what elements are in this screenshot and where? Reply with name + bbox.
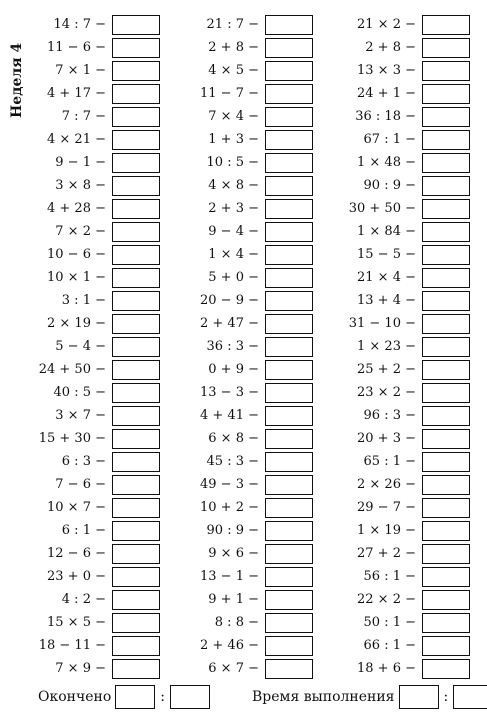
problem-row	[310, 612, 470, 635]
answer-box[interactable]	[265, 314, 313, 334]
answer-box[interactable]	[422, 475, 470, 495]
answer-box[interactable]	[422, 107, 470, 127]
problem-expression: 4 × 5 −	[208, 63, 259, 78]
problem-row	[310, 198, 470, 221]
time-colon: :	[443, 689, 449, 705]
problem-row	[153, 635, 313, 658]
problem-row	[153, 612, 313, 635]
problem-expression: 4 : 2 −	[61, 592, 106, 607]
problem-expression: 2 × 19 −	[47, 316, 106, 331]
problem-row	[310, 129, 470, 152]
problem-expression: 8 : 8 −	[214, 615, 259, 630]
answer-box[interactable]	[422, 429, 470, 449]
problem-row	[153, 267, 313, 290]
problem-expression: 49 − 3 −	[200, 477, 259, 492]
answer-box[interactable]	[265, 498, 313, 518]
answer-box[interactable]	[265, 61, 313, 81]
problem-row	[153, 244, 313, 267]
problem-row	[153, 83, 313, 106]
problem-expression: 7 × 9 −	[55, 661, 106, 676]
answer-box[interactable]	[422, 314, 470, 334]
problem-expression: 10 − 6 −	[47, 247, 106, 262]
time-minutes-box[interactable]	[399, 685, 439, 709]
problem-row	[0, 612, 160, 635]
problem-expression: 4 × 21 −	[47, 132, 106, 147]
problem-expression: 2 + 3 −	[208, 201, 259, 216]
problem-row	[0, 198, 160, 221]
problem-expression: 5 + 0 −	[208, 270, 259, 285]
problem-row	[310, 175, 470, 198]
answer-box[interactable]	[422, 636, 470, 656]
problem-row	[0, 37, 160, 60]
problem-expression: 7 : 7 −	[61, 109, 106, 124]
answer-box[interactable]	[422, 199, 470, 219]
problem-expression: 7 − 6 −	[55, 477, 106, 492]
problem-expression: 65 : 1 −	[363, 454, 416, 469]
problem-expression: 96 : 3 −	[363, 408, 416, 423]
problem-row	[310, 405, 470, 428]
problem-expression: 9 − 4 −	[208, 224, 259, 239]
problem-row	[0, 589, 160, 612]
answer-box[interactable]	[422, 544, 470, 564]
problem-row	[310, 60, 470, 83]
problem-column-2	[153, 14, 313, 681]
problem-row	[0, 175, 160, 198]
problem-row	[0, 566, 160, 589]
problem-expression: 4 + 17 −	[47, 86, 106, 101]
problem-row	[310, 635, 470, 658]
problem-expression: 5 − 4 −	[55, 339, 106, 354]
problem-row	[153, 658, 313, 681]
problem-row	[153, 221, 313, 244]
problem-row	[310, 451, 470, 474]
problem-expression: 1 × 48 −	[357, 155, 416, 170]
problem-column-1	[0, 14, 160, 681]
problem-row	[153, 198, 313, 221]
answer-box[interactable]	[265, 567, 313, 587]
problem-row	[0, 405, 160, 428]
problem-expression: 11 − 6 −	[47, 40, 106, 55]
week-label: Неделя 4	[9, 42, 25, 118]
problem-row	[310, 336, 470, 359]
problem-column-3	[310, 14, 470, 681]
answer-box[interactable]	[265, 383, 313, 403]
problem-expression: 6 : 3 −	[61, 454, 106, 469]
problem-row	[310, 290, 470, 313]
problem-row	[310, 37, 470, 60]
problem-expression: 50 : 1 −	[363, 615, 416, 630]
problem-expression: 25 + 2 −	[357, 362, 416, 377]
problem-row	[153, 359, 313, 382]
problem-expression: 31 − 10 −	[348, 316, 416, 331]
answer-box[interactable]	[265, 475, 313, 495]
problem-expression: 10 × 7 −	[47, 500, 106, 515]
problem-expression: 11 − 7 −	[200, 86, 259, 101]
problem-row	[0, 635, 160, 658]
problem-expression: 27 + 2 −	[357, 546, 416, 561]
answer-box[interactable]	[422, 360, 470, 380]
problem-expression: 6 × 7 −	[208, 661, 259, 676]
problem-row	[0, 60, 160, 83]
answer-box[interactable]	[265, 84, 313, 104]
problem-expression: 13 × 3 −	[357, 63, 416, 78]
problem-expression: 24 + 50 −	[38, 362, 106, 377]
problem-row	[310, 152, 470, 175]
problem-expression: 3 × 7 −	[55, 408, 106, 423]
answer-box[interactable]	[422, 337, 470, 357]
answer-box[interactable]	[265, 659, 313, 679]
problem-row	[0, 543, 160, 566]
finished-hours-box[interactable]	[115, 685, 155, 709]
problem-row	[0, 359, 160, 382]
problem-row	[310, 382, 470, 405]
answer-box[interactable]	[422, 291, 470, 311]
problem-expression: 18 − 11 −	[38, 638, 106, 653]
problem-row	[0, 83, 160, 106]
answer-box[interactable]	[265, 291, 313, 311]
problem-expression: 3 × 8 −	[55, 178, 106, 193]
problem-expression: 36 : 3 −	[206, 339, 259, 354]
time-label: Время выполнения	[252, 689, 395, 705]
problem-row	[153, 37, 313, 60]
problem-row	[310, 474, 470, 497]
problem-row	[310, 106, 470, 129]
problem-row	[310, 244, 470, 267]
answer-box[interactable]	[422, 176, 470, 196]
answer-box[interactable]	[422, 153, 470, 173]
problem-expression: 1 × 23 −	[357, 339, 416, 354]
answer-box[interactable]	[422, 383, 470, 403]
problem-expression: 2 + 47 −	[200, 316, 259, 331]
problem-expression: 90 : 9 −	[363, 178, 416, 193]
problem-expression: 21 × 4 −	[357, 270, 416, 285]
problem-expression: 10 + 2 −	[200, 500, 259, 515]
problem-expression: 7 × 4 −	[208, 109, 259, 124]
problem-expression: 15 − 5 −	[357, 247, 416, 262]
problem-row	[153, 474, 313, 497]
answer-box[interactable]	[265, 199, 313, 219]
footer	[38, 684, 487, 710]
problem-row	[153, 175, 313, 198]
problem-expression: 67 : 1 −	[363, 132, 416, 147]
problem-expression: 23 + 0 −	[47, 569, 106, 584]
problem-row	[0, 658, 160, 681]
problem-row	[0, 14, 160, 37]
answer-box[interactable]	[422, 245, 470, 265]
problem-expression: 36 : 18 −	[355, 109, 416, 124]
problem-row	[310, 428, 470, 451]
answer-box[interactable]	[265, 107, 313, 127]
problem-expression: 56 : 1 −	[363, 569, 416, 584]
problem-row	[0, 313, 160, 336]
problem-expression: 3 : 1 −	[61, 293, 106, 308]
problem-row	[153, 405, 313, 428]
problem-expression: 0 + 9 −	[208, 362, 259, 377]
problem-row	[153, 336, 313, 359]
answer-box[interactable]	[265, 337, 313, 357]
answer-box[interactable]	[265, 590, 313, 610]
problem-expression: 24 + 1 −	[357, 86, 416, 101]
problem-row	[0, 106, 160, 129]
finished-colon: :	[160, 689, 166, 705]
problem-expression: 2 + 8 −	[365, 40, 416, 55]
problem-expression: 40 : 5 −	[53, 385, 106, 400]
problem-row	[310, 566, 470, 589]
problem-expression: 15 + 30 −	[38, 431, 106, 446]
answer-box[interactable]	[422, 406, 470, 426]
problem-expression: 4 + 41 −	[200, 408, 259, 423]
problem-row	[0, 267, 160, 290]
problem-expression: 90 : 9 −	[206, 523, 259, 538]
answer-box[interactable]	[265, 452, 313, 472]
problem-row	[153, 543, 313, 566]
answer-box[interactable]	[265, 176, 313, 196]
problem-row	[0, 497, 160, 520]
problem-row	[153, 129, 313, 152]
answer-box[interactable]	[422, 15, 470, 35]
answer-box[interactable]	[265, 245, 313, 265]
problem-expression: 6 × 8 −	[208, 431, 259, 446]
problem-row	[153, 589, 313, 612]
problem-row	[310, 520, 470, 543]
answer-box[interactable]	[422, 222, 470, 242]
problem-row	[153, 313, 313, 336]
answer-box[interactable]	[422, 452, 470, 472]
problem-row	[0, 152, 160, 175]
problem-expression: 2 + 8 −	[208, 40, 259, 55]
problem-expression: 20 + 3 −	[357, 431, 416, 446]
problem-row	[153, 428, 313, 451]
problem-row	[0, 428, 160, 451]
answer-box[interactable]	[265, 360, 313, 380]
problem-row	[0, 520, 160, 543]
problem-expression: 66 : 1 −	[363, 638, 416, 653]
problem-expression: 10 : 5 −	[206, 155, 259, 170]
problem-expression: 9 + 1 −	[208, 592, 259, 607]
problem-row	[153, 14, 313, 37]
answer-box[interactable]	[422, 613, 470, 633]
answer-box[interactable]	[265, 406, 313, 426]
problem-row	[153, 106, 313, 129]
problem-row	[310, 221, 470, 244]
answer-box[interactable]	[265, 222, 313, 242]
problem-row	[153, 152, 313, 175]
problem-row	[310, 543, 470, 566]
problem-expression: 4 + 28 −	[47, 201, 106, 216]
problem-row	[310, 658, 470, 681]
finished-minutes-box[interactable]	[170, 685, 210, 709]
problem-expression: 15 × 5 −	[47, 615, 106, 630]
problem-expression: 2 + 46 −	[200, 638, 259, 653]
problem-expression: 23 × 2 −	[357, 385, 416, 400]
answer-box[interactable]	[422, 521, 470, 541]
problem-row	[0, 290, 160, 313]
problem-row	[153, 451, 313, 474]
problem-expression: 20 − 9 −	[200, 293, 259, 308]
answer-box[interactable]	[265, 130, 313, 150]
answer-box[interactable]	[422, 61, 470, 81]
problem-row	[153, 290, 313, 313]
problem-expression: 6 : 1 −	[61, 523, 106, 538]
time-seconds-box[interactable]	[453, 685, 487, 709]
answer-box[interactable]	[265, 268, 313, 288]
problem-row	[310, 497, 470, 520]
problem-expression: 7 × 2 −	[55, 224, 106, 239]
problem-expression: 14 : 7 −	[53, 17, 106, 32]
problem-expression: 1 × 84 −	[357, 224, 416, 239]
problem-expression: 45 : 3 −	[206, 454, 259, 469]
problem-expression: 9 − 1 −	[55, 155, 106, 170]
problem-row	[153, 566, 313, 589]
answer-box[interactable]	[265, 15, 313, 35]
answer-box[interactable]	[422, 659, 470, 679]
problem-expression: 22 × 2 −	[357, 592, 416, 607]
answer-box[interactable]	[265, 153, 313, 173]
problem-expression: 29 − 7 −	[357, 500, 416, 515]
problem-row	[310, 267, 470, 290]
problem-expression: 1 × 4 −	[208, 247, 259, 262]
problem-row	[310, 589, 470, 612]
problem-expression: 30 + 50 −	[348, 201, 416, 216]
problem-expression: 4 × 8 −	[208, 178, 259, 193]
problem-expression: 7 × 1 −	[55, 63, 106, 78]
problem-expression: 13 − 3 −	[200, 385, 259, 400]
problem-row	[0, 451, 160, 474]
problem-row	[0, 221, 160, 244]
problem-expression: 2 × 26 −	[357, 477, 416, 492]
problem-row	[153, 382, 313, 405]
answer-box[interactable]	[265, 544, 313, 564]
answer-box[interactable]	[422, 38, 470, 58]
problem-row	[310, 83, 470, 106]
problem-row	[153, 497, 313, 520]
problem-expression: 13 + 4 −	[357, 293, 416, 308]
problem-row	[0, 474, 160, 497]
problem-expression: 1 × 19 −	[357, 523, 416, 538]
problem-row	[0, 244, 160, 267]
problem-row	[310, 313, 470, 336]
answer-box[interactable]	[265, 521, 313, 541]
answer-box[interactable]	[422, 498, 470, 518]
answer-box[interactable]	[422, 268, 470, 288]
answer-box[interactable]	[422, 84, 470, 104]
problem-expression: 9 × 6 −	[208, 546, 259, 561]
problem-row	[0, 336, 160, 359]
problem-expression: 13 − 1 −	[200, 569, 259, 584]
problem-row	[153, 60, 313, 83]
answer-box[interactable]	[265, 38, 313, 58]
problem-expression: 12 − 6 −	[47, 546, 106, 561]
answer-box[interactable]	[422, 590, 470, 610]
answer-box[interactable]	[422, 567, 470, 587]
answer-box[interactable]	[422, 130, 470, 150]
problem-row	[0, 129, 160, 152]
problem-expression: 21 : 7 −	[206, 17, 259, 32]
problem-expression: 21 × 2 −	[357, 17, 416, 32]
problem-row	[310, 359, 470, 382]
problem-row	[310, 14, 470, 37]
answer-box[interactable]	[265, 429, 313, 449]
problem-expression: 18 + 6 −	[357, 661, 416, 676]
answer-box[interactable]	[265, 636, 313, 656]
finished-label: Окончено	[38, 689, 112, 705]
problem-row	[153, 520, 313, 543]
answer-box[interactable]	[265, 613, 313, 633]
problem-expression: 10 × 1 −	[47, 270, 106, 285]
problem-expression: 1 + 3 −	[208, 132, 259, 147]
problem-row	[0, 382, 160, 405]
